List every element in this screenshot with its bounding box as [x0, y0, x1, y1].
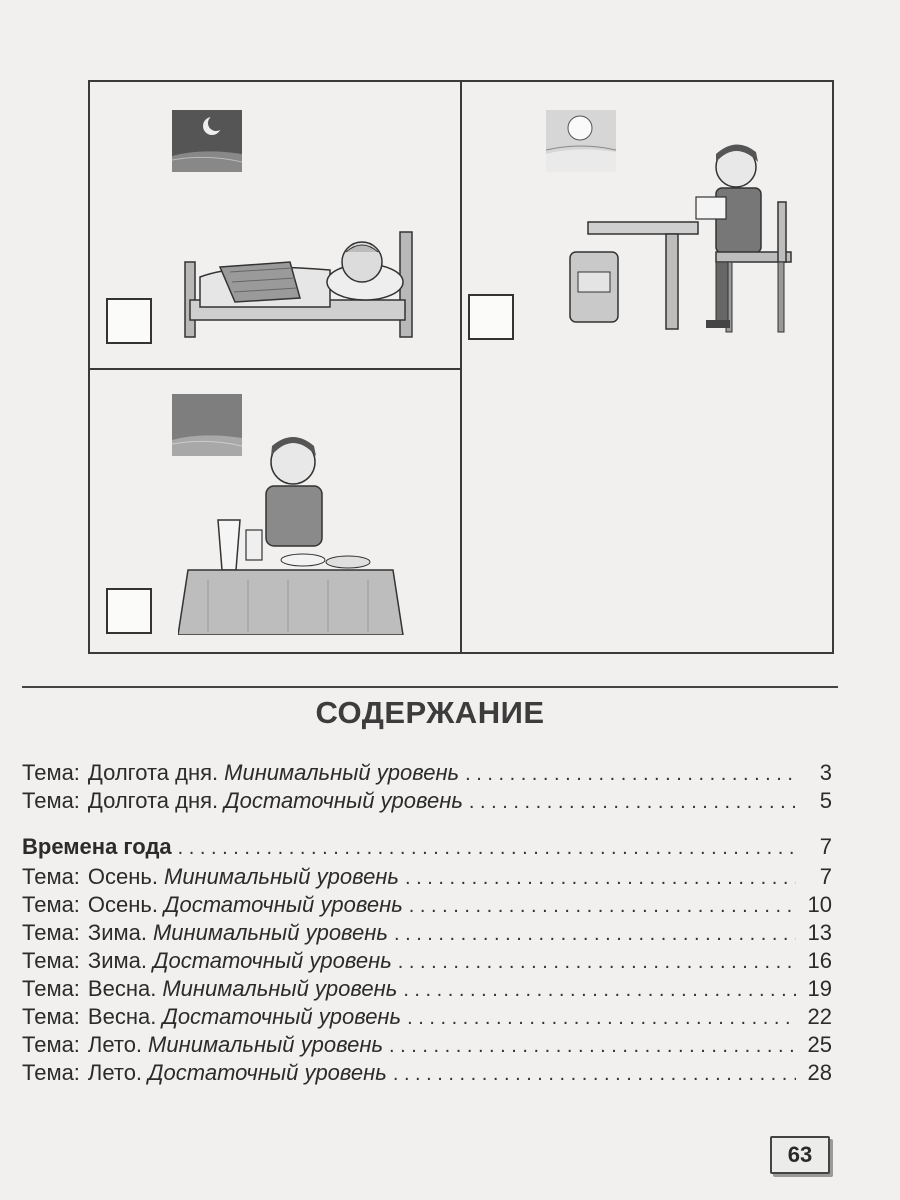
dinner-table-illustration [178, 420, 408, 635]
leader-dots [403, 979, 796, 1002]
toc-page-number: 5 [819, 788, 832, 813]
toc-label: Тема: Лето. Достаточный уровень [22, 1060, 387, 1085]
toc-page-number: 3 [819, 760, 832, 785]
toc-label: Тема: Зима. Достаточный уровень [22, 948, 392, 973]
page-number: 63 [770, 1136, 830, 1174]
toc-label: Тема: Осень. Минимальный уровень [22, 864, 399, 889]
student-desk-illustration [566, 122, 816, 342]
leader-dots [409, 895, 796, 918]
toc-label: Тема: Осень. Достаточный уровень [22, 892, 403, 917]
toc-page-number: 13 [807, 920, 832, 945]
toc-page-number: 16 [807, 948, 832, 973]
answer-box-2[interactable] [468, 294, 514, 340]
leader-dots [394, 923, 796, 946]
leader-dots [389, 1035, 796, 1058]
leader-dots [398, 951, 796, 974]
leader-dots [465, 763, 796, 786]
toc-page-number: 7 [819, 864, 832, 889]
toc-page-number: 10 [807, 892, 832, 917]
toc-row[interactable] [22, 1032, 832, 1060]
scene-night-sleep [90, 82, 462, 370]
scene-day-study [462, 82, 832, 368]
toc-label: Тема: Весна. Минимальный уровень [22, 976, 398, 1001]
toc-row[interactable] [22, 788, 832, 816]
toc-row[interactable] [22, 1060, 832, 1088]
toc-row[interactable] [22, 1004, 832, 1032]
table-of-contents [22, 760, 832, 1088]
picture-frame [88, 80, 834, 654]
toc-label: Тема: Лето. Минимальный уровень [22, 1032, 384, 1057]
toc-page-number: 25 [807, 1032, 832, 1057]
toc-page-number: 28 [807, 1060, 832, 1085]
page-title: СОДЕРЖАНИЕ [315, 695, 545, 730]
scene-evening-dinner [90, 370, 462, 652]
toc-label: Тема: Долгота дня. Достаточный уровень [22, 788, 463, 813]
toc-label: Тема: Зима. Минимальный уровень [22, 920, 388, 945]
toc-row[interactable] [22, 920, 832, 948]
leader-dots [178, 837, 796, 860]
toc-row[interactable] [22, 948, 832, 976]
toc-label: Тема: Долгота дня. Минимальный уровень [22, 760, 460, 785]
toc-page-number: 7 [819, 834, 832, 859]
toc-row[interactable] [22, 864, 832, 892]
toc-label: Времена года [22, 834, 172, 859]
toc-page-number: 19 [807, 976, 832, 1001]
toc-row[interactable] [22, 760, 832, 788]
leader-dots [405, 867, 796, 890]
answer-box-3[interactable] [106, 588, 152, 634]
toc-row[interactable] [22, 976, 832, 1004]
toc-page-number: 22 [807, 1004, 832, 1029]
leader-dots [469, 791, 796, 814]
toc-section-row[interactable] [22, 834, 832, 862]
answer-box-1[interactable] [106, 298, 152, 344]
night-sky-icon [172, 110, 242, 172]
scene-empty [462, 370, 832, 652]
toc-label: Тема: Весна. Достаточный уровень [22, 1004, 402, 1029]
leader-dots [393, 1063, 796, 1086]
divider [22, 686, 838, 688]
leader-dots [407, 1007, 796, 1030]
toc-row[interactable] [22, 892, 832, 920]
bed-illustration [180, 222, 420, 342]
